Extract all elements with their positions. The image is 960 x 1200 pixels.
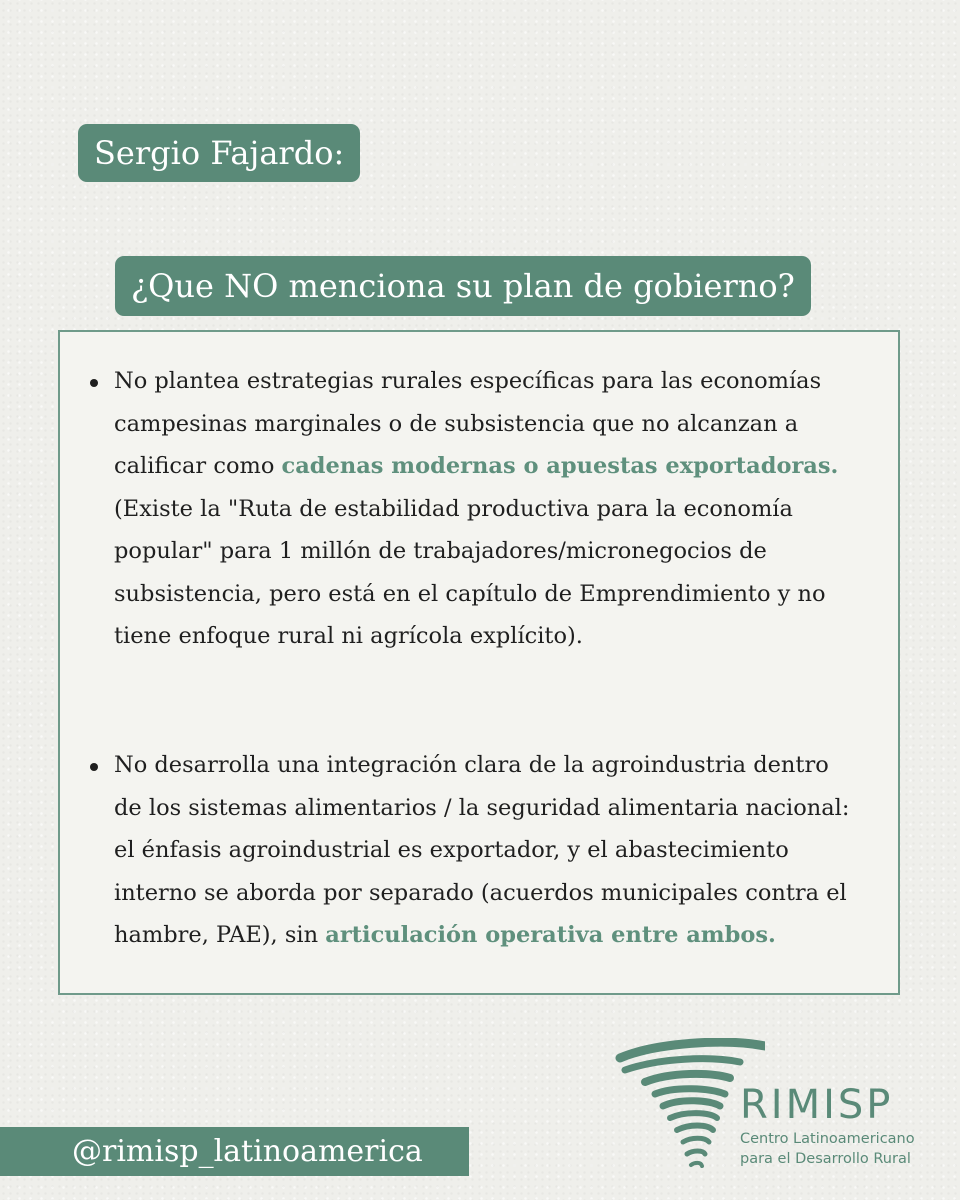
bullet-text-before: No plantea estrategias rurales específicas para las economías campesinas marginales o de subsistencia que no alcanzan a calificar como (114, 368, 822, 479)
content-box (58, 330, 900, 995)
bullet-text-after: (Existe la "Ruta de estabilidad productiva para la economía popular" para 1 millón de trabajadores/micronegocios de subsistencia, pero está en el capítulo de Emprendimiento y no tiene enfoque rural ni agrícola explícito). (114, 495, 826, 649)
logo-subtitle-line2: para el Desarrollo Rural (740, 1151, 911, 1167)
bullet-text (114, 744, 860, 957)
bullet-item (90, 360, 860, 658)
bullet-dot-icon (90, 379, 98, 387)
rimisp-logo (615, 1038, 915, 1178)
social-handle: @rimisp_latinoamerica (0, 1127, 469, 1176)
bullet-dot-icon (90, 763, 98, 771)
speaker-name-label: Sergio Fajardo: (78, 124, 360, 182)
bullet-item (90, 744, 860, 957)
logo-name: RIMISP (740, 1082, 894, 1128)
logo-subtitle-line1: Centro Latinoamericano (740, 1131, 915, 1147)
bullet-highlight: cadenas modernas o apuestas exportadoras. (281, 453, 839, 479)
question-heading: ¿Que NO menciona su plan de gobierno? (115, 256, 811, 316)
bullet-text-before: No desarrolla una integración clara de la agroindustria dentro de los sistemas alimentarios / la seguridad alimentaria nacional: el énfasis agroindustrial es exportador, y el abastecimiento interno se aborda por separado (acuerdos municipales contra el hambre, PAE), sin (114, 752, 850, 948)
bullet-text (114, 360, 860, 658)
bullet-highlight: articulación operativa entre ambos. (325, 922, 776, 948)
